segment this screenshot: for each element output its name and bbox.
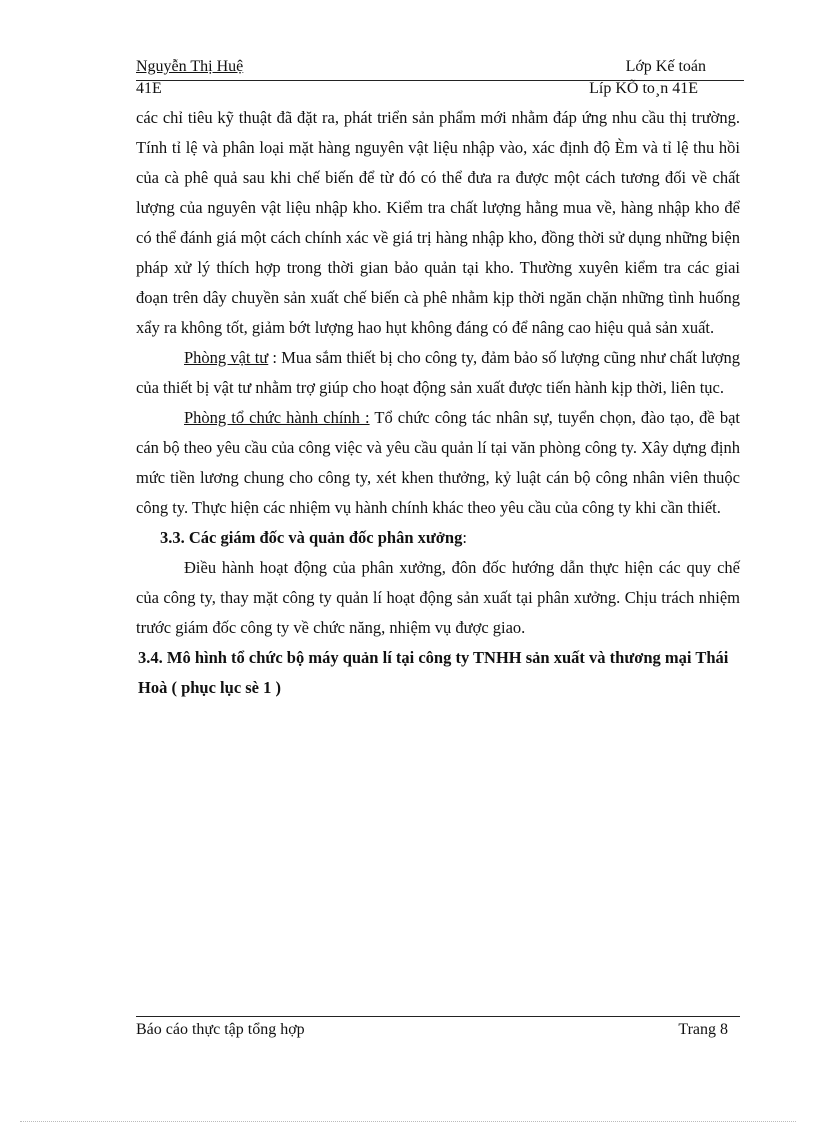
section-3-3-colon: :: [462, 528, 467, 547]
section-3-3-heading: [136, 523, 740, 553]
paragraph-quality-control: các chỉ tiêu kỹ thuật đã đặt ra, phát triển sản phẩm mới nhằm đáp ứng nhu cầu thị trường. Tính tỉ lệ và phân loại mặt hàng nguyên vật liệu nhập vào, xác định độ Èm và tỉ lệ thu hồi của cà phê quả sau khi chế biến để từ đó có thể đưa ra được một cách tương đối về chất lượng của nguyên vật liệu nhập kho. Kiểm tra chất lượng hằng mua về, hàng nhập kho để có thể đánh giá một cách chính xác về giá trị hàng nhập kho, đồng thời sử dụng những biện pháp xử lý thích hợp trong thời gian bảo quản tại kho. Thường xuyên kiểm tra các giai đoạn trên dây chuyền sản xuất chế biến cà phê nhằm kịp thời ngăn chặn những tình huống xẩy ra không tốt, giảm bớt lượng hao hụt không đáng có để nâng cao hiệu quả sản xuất.: [136, 108, 740, 337]
materials-dept-label: Phòng vật tư: [184, 348, 269, 367]
header-class-suffix: 41E: [136, 80, 162, 97]
materials-dept-text: : Mua sắm thiết bị cho công ty, đảm bảo số lượng cũng như chất lượng của thiết bị vật tư nhằm trợ giúp cho hoạt động sản xuất được tiến hành kịp thời, liên tục.: [136, 348, 740, 397]
running-header-sub: [136, 80, 744, 102]
admin-dept-label: Phòng tổ chức hành chính :: [184, 408, 370, 427]
admin-dept-text: Tổ chức công tác nhân sự, tuyển chọn, đào tạo, đề bạt cán bộ theo yêu cầu của công việc và yêu cầu quản lí tại văn phòng công ty. Xây dựng định mức tiền lương chung cho công ty, xét khen thưởng, kỷ luật cán bộ công nhân viên thuộc công ty. Thực hiện các nhiệm vụ hành chính khác theo yêu cầu của công ty khi cần thiết.: [136, 408, 740, 517]
paragraph-workshop-managers: Điều hành hoạt động của phân xưởng, đôn đốc hướng dẫn thực hiện các quy chế của công ty, thay mặt công ty quản lí hoạt động sản xuất tại phân xưởng. Chịu trách nhiệm trước giám đốc công ty về chức năng, nhiệm vụ được giao.: [136, 558, 740, 637]
paragraph-admin-dept: [136, 403, 740, 523]
running-footer: [136, 1016, 740, 1043]
footer-report-title: Báo cáo thực tập tổng hợp: [136, 1021, 305, 1038]
page-body: [136, 103, 740, 703]
running-header: [136, 58, 744, 81]
section-3-4-heading: 3.4. Mô hình tổ chức bộ máy quản lí tại công ty TNHH sản xuất và thương mại Thái Hoà ( phục lục sè 1 ): [138, 648, 729, 697]
section-3-3-title: 3.3. Các giám đốc và quản đốc phân xưởng: [160, 528, 463, 547]
header-author: Nguyễn Thị Huệ: [136, 58, 244, 75]
footer-page-number: Trang 8: [678, 1021, 728, 1038]
header-class-garbled: Líp KÕ to¸n 41E: [589, 80, 698, 97]
header-class: Lớp Kế toán: [625, 58, 706, 75]
paragraph-materials-dept: [136, 343, 740, 403]
page-edge-divider: [20, 1121, 796, 1122]
